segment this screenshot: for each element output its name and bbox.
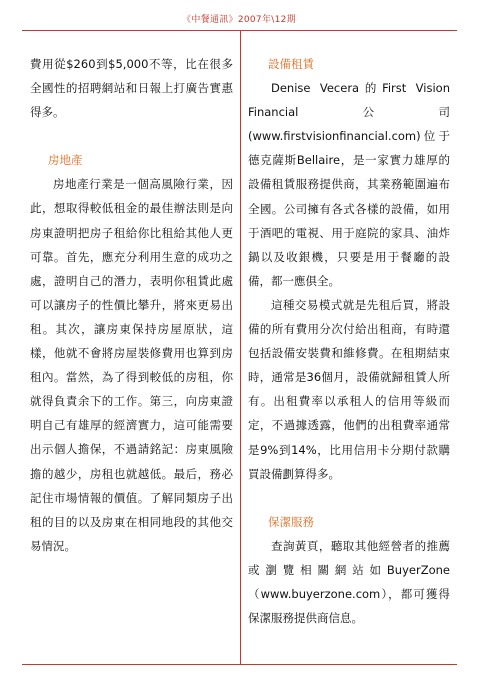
cleaning-service-paragraph: 查詢黃頁，聽取其他經營者的推薦或瀏覽相關網站如BuyerZone（www.buyerzone.com），都可獲得保潔服務提供商信息。 bbox=[248, 538, 450, 626]
section-heading-real-estate: 房地產 bbox=[48, 153, 83, 168]
equipment-leasing-paragraph-1: Denise Vecera的First Vision Financial公司(www.firstvisionfinancial.com)位于德克薩斯Bellaire，是一家實力雄厚的設備租賃服務提供商，其業務範圍遍布全國。公司擁有各式各樣的設備，如用于酒吧的電視、用于庭院的家具、油炸鍋以及收銀機，只要是用于餐廳的設備，都一應俱全。 bbox=[248, 81, 450, 288]
spacer bbox=[248, 486, 450, 510]
spacer bbox=[30, 124, 233, 148]
equipment-leasing-paragraph-2: 這種交易模式就是先租后買，將設備的所有費用分次付給出租商，有時還包括設備安裝費和維修費。在租期結束時，通常是36個月，設備就歸租賃人所有。出租費率以承租人的信用等級而定，不過據透露，他們的出租費率通常是9%到14%，比用信用卡分期付款購買設備劃算得多。 bbox=[248, 297, 450, 481]
left-paragraph-continued: 費用從$260到$5,000不等，比在很多全國性的招聘網站和日報上打廣告實惠得多。 bbox=[30, 57, 233, 120]
right-column bbox=[248, 52, 450, 630]
left-column bbox=[30, 52, 233, 558]
page-header: 《中餐通訊》2007年\12期 bbox=[182, 15, 296, 25]
footer-rule bbox=[22, 664, 457, 665]
section-heading-equipment-leasing: 設備租賃 bbox=[268, 57, 314, 71]
column-divider bbox=[240, 31, 241, 664]
section-heading-cleaning-service: 保潔服務 bbox=[268, 514, 314, 529]
real-estate-paragraph: 房地產行業是一個高風險行業，因此，想取得較低租金的最佳辦法則是向房東證明把房子租給你比租給其他人更可靠。首先，應充分利用生意的成功之處，證明自己的潛力，表明你租賃此處可以讓房子的性價比攀升，將來更易出租。其次，讓房東保持房屋原狀，這樣，他就不會將房屋裝修費用也算到房租內。當然，為了得到較低的房租，你就得負責余下的工作。第三，向房東證明自己有雄厚的經濟實力，這可能需要出示個人擔保，不過請銘記：房東風險擔的越少，房租也就越低。最后，務必記住市場情報的價值。了解同類房子出租的目的以及房東在相同地段的其他交易情況。 bbox=[30, 177, 233, 553]
